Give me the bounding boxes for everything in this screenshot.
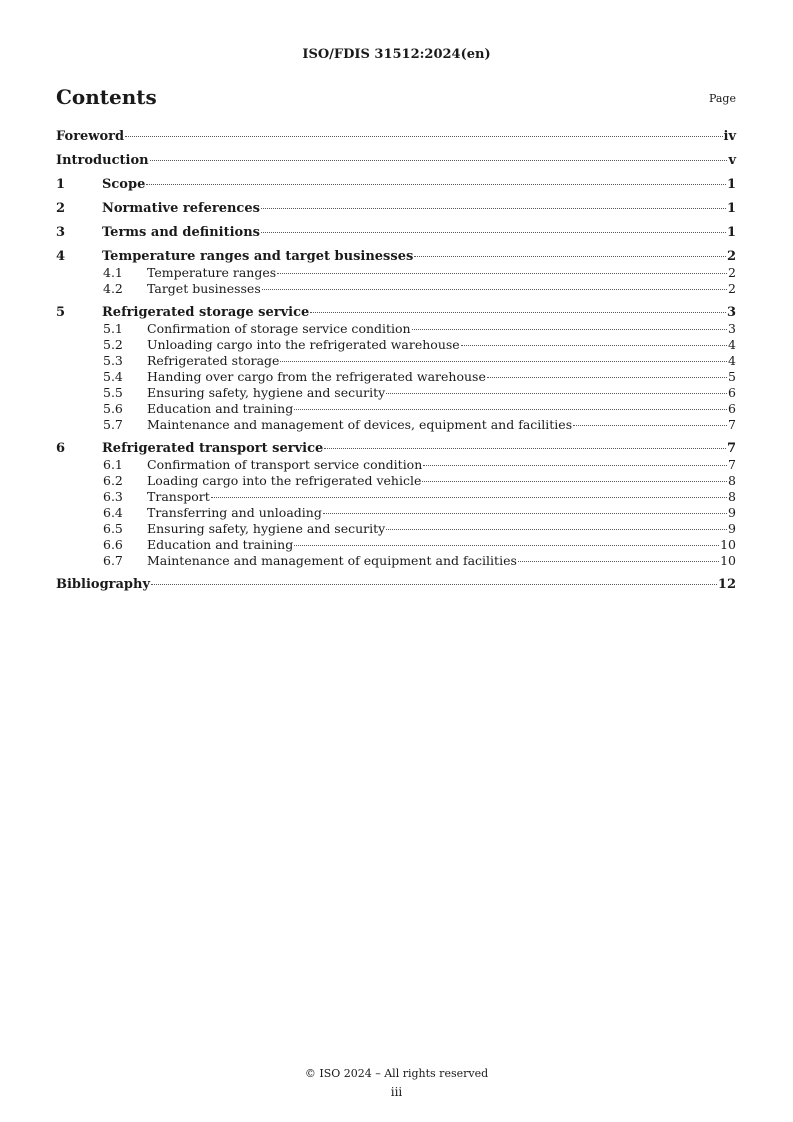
toc-entry-page: 1	[726, 201, 736, 216]
toc-entry-number: 6.3	[103, 489, 123, 504]
toc-entry-page: 7	[728, 457, 736, 472]
toc-entry-title: Education and training	[147, 401, 294, 416]
toc-entry-number: 4	[56, 249, 66, 264]
toc-entry-page: 8	[728, 489, 736, 504]
page-column-label: Page	[708, 92, 736, 105]
dot-leader	[294, 545, 719, 546]
dot-leader	[146, 184, 726, 185]
dot-leader	[487, 377, 727, 378]
toc-entry[interactable]	[56, 457, 736, 473]
toc-entry-page: iv	[723, 129, 736, 144]
dot-leader	[386, 393, 727, 394]
toc-entry-number: 6.1	[103, 457, 123, 472]
toc-entry-number: 5.2	[103, 337, 123, 352]
toc-entry-page: 1	[726, 225, 736, 240]
dot-leader	[151, 584, 717, 585]
toc-entry[interactable]	[56, 321, 736, 337]
toc-entry-title: Education and training	[147, 537, 294, 552]
toc-entry-number: 5.6	[103, 401, 123, 416]
dot-leader	[573, 425, 727, 426]
dot-leader	[518, 561, 719, 562]
toc-entry[interactable]	[56, 369, 736, 385]
toc-entry-number: 6.6	[103, 537, 123, 552]
toc-entry[interactable]	[56, 201, 736, 217]
toc-entry-title: Normative references	[102, 201, 260, 216]
toc-entry-page: 3	[726, 305, 736, 320]
toc-entry-title: Scope	[102, 177, 146, 192]
toc-entry-number: 5.3	[103, 353, 123, 368]
toc-entry[interactable]	[56, 129, 736, 145]
dot-leader	[412, 329, 727, 330]
toc-entry-title: Refrigerated storage	[147, 353, 280, 368]
toc-entry[interactable]	[56, 417, 736, 433]
toc-entry-page: 10	[720, 553, 736, 568]
toc-entry[interactable]	[56, 505, 736, 521]
toc-entry-number: 1	[56, 177, 66, 192]
toc-entry-page: 3	[728, 321, 736, 336]
dot-leader	[323, 513, 727, 514]
toc-entry-page: 6	[728, 385, 736, 400]
toc-entry-title: Refrigerated transport service	[102, 441, 324, 456]
toc-entry-page: 9	[728, 505, 736, 520]
toc-entry-number: 6.5	[103, 521, 123, 536]
toc-entry-page: 12	[717, 577, 736, 592]
toc-entry-page: 5	[728, 369, 736, 384]
toc-entry-number: 3	[56, 225, 66, 240]
toc-entry[interactable]	[56, 577, 736, 593]
toc-entry[interactable]	[56, 537, 736, 553]
toc-entry-title: Terms and definitions	[102, 225, 260, 240]
toc-entry-page: 2	[728, 265, 736, 280]
dot-leader	[461, 345, 727, 346]
toc-entry-page: 2	[726, 249, 736, 264]
toc-entry-page: v	[728, 153, 736, 168]
toc-entry-title: Maintenance and management of devices, equipment and facilities	[147, 417, 573, 432]
dot-leader	[277, 273, 727, 274]
toc-entry-title: Handing over cargo from the refrigerated warehouse	[147, 369, 486, 384]
footer-copyright: © ISO 2024 – All rights reserved	[304, 1067, 489, 1080]
toc-entry-number: 5.5	[103, 385, 123, 400]
toc-entry-page: 4	[728, 353, 736, 368]
toc-entry[interactable]	[56, 153, 736, 169]
dot-leader	[294, 409, 727, 410]
dot-leader	[261, 232, 726, 233]
toc-entry[interactable]	[56, 401, 736, 417]
toc-entry-title: Introduction	[56, 153, 149, 168]
document-id: ISO/FDIS 31512:2024(en)	[302, 47, 491, 62]
dot-leader	[262, 289, 727, 290]
toc-entry[interactable]	[56, 553, 736, 569]
dot-leader	[125, 136, 722, 137]
dot-leader	[211, 497, 727, 498]
toc-entry-title: Bibliography	[56, 577, 151, 592]
dot-leader	[324, 448, 726, 449]
toc-entry[interactable]	[56, 281, 736, 297]
toc-entry-title: Ensuring safety, hygiene and security	[147, 385, 386, 400]
toc-entry-title: Unloading cargo into the refrigerated warehouse	[147, 337, 460, 352]
toc-entry-page: 4	[728, 337, 736, 352]
toc-entry[interactable]	[56, 225, 736, 241]
toc-entry-title: Confirmation of transport service condition	[147, 457, 423, 472]
toc-entry[interactable]	[56, 265, 736, 281]
toc-entry-page: 8	[728, 473, 736, 488]
toc-entry-number: 5	[56, 305, 66, 320]
dot-leader	[280, 361, 727, 362]
toc-entry[interactable]	[56, 473, 736, 489]
toc-entry[interactable]	[56, 337, 736, 353]
toc-entry[interactable]	[56, 177, 736, 193]
toc-entry-title: Loading cargo into the refrigerated vehicle	[147, 473, 422, 488]
toc-entry-title: Foreword	[56, 129, 125, 144]
toc-entry-title: Target businesses	[147, 281, 261, 296]
toc-entry-number: 6.4	[103, 505, 123, 520]
contents-title: Contents	[56, 85, 157, 109]
toc-entry-title: Temperature ranges and target businesses	[102, 249, 414, 264]
toc-entry-title: Refrigerated storage service	[102, 305, 310, 320]
footer-page-number: iii	[390, 1085, 403, 1099]
toc-entry-title: Transferring and unloading	[147, 505, 322, 520]
toc-entry-title: Transport	[147, 489, 210, 504]
toc-entry-page: 1	[726, 177, 736, 192]
dot-leader	[414, 256, 726, 257]
toc-entry-number: 2	[56, 201, 66, 216]
dot-leader	[150, 160, 728, 161]
toc-entry[interactable]	[56, 521, 736, 537]
toc-entry-page: 6	[728, 401, 736, 416]
dot-leader	[423, 465, 727, 466]
toc-entry-page: 10	[720, 537, 736, 552]
toc-entry-number: 4.2	[103, 281, 123, 296]
toc-entry[interactable]	[56, 353, 736, 369]
toc-entry-number: 5.7	[103, 417, 123, 432]
dot-leader	[422, 481, 727, 482]
toc-entry[interactable]	[56, 305, 736, 321]
toc-entry[interactable]	[56, 385, 736, 401]
toc-entry-page: 7	[726, 441, 736, 456]
toc-entry-title: Temperature ranges	[147, 265, 277, 280]
toc-entry-title: Maintenance and management of equipment and facilities	[147, 553, 517, 568]
dot-leader	[386, 529, 727, 530]
toc-entry-page: 2	[728, 281, 736, 296]
dot-leader	[261, 208, 726, 209]
toc-entry-number: 4.1	[103, 265, 123, 280]
toc-entry-number: 5.4	[103, 369, 123, 384]
dot-leader	[310, 312, 726, 313]
toc-entry-page: 7	[728, 417, 736, 432]
toc-entry-title: Ensuring safety, hygiene and security	[147, 521, 386, 536]
table-of-contents	[56, 129, 736, 593]
toc-entry-number: 5.1	[103, 321, 123, 336]
toc-entry[interactable]	[56, 489, 736, 505]
toc-entry-number: 6.7	[103, 553, 123, 568]
toc-entry-number: 6.2	[103, 473, 123, 488]
toc-entry-number: 6	[56, 441, 66, 456]
toc-entry[interactable]	[56, 249, 736, 265]
toc-entry-page: 9	[728, 521, 736, 536]
toc-entry[interactable]	[56, 441, 736, 457]
toc-entry-title: Confirmation of storage service condition	[147, 321, 411, 336]
